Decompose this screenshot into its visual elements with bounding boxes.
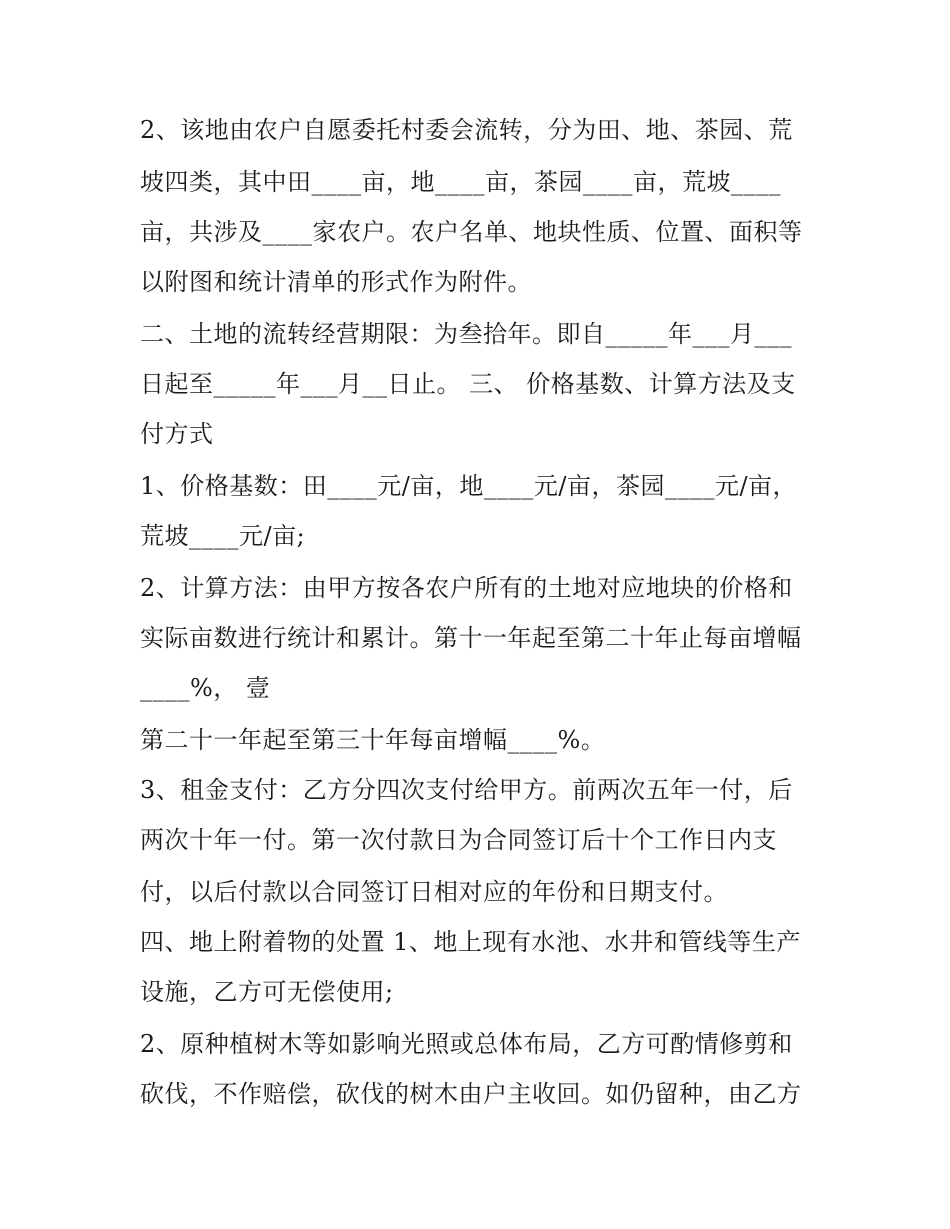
text-line: 第二十一年起至第三十年每亩增幅____%。 [140,726,606,754]
text-line: 砍伐，不作赔偿，砍伐的树木由户主收回。如仍留种，由乙方 [140,1080,802,1108]
text-line: 四、地上附着物的处置 1、地上现有水池、水井和管线等生产 [140,928,801,956]
text-line: 3、租金支付：乙方分四次支付给甲方。前两次五年一付，后 [140,776,793,804]
text-line: 以附图和统计清单的形式作为附件。 [140,268,532,296]
text-line: 付，以后付款以合同签订日相对应的年份和日期支付。 [140,878,728,906]
text-line: 付方式 [140,420,214,448]
text-line: 2、原种植树木等如影响光照或总体布局，乙方可酌情修剪和 [140,1030,793,1058]
text-line: 1、价格基数：田____元/亩，地____元/亩，茶园____元/亩， [140,472,798,500]
text-line: 设施，乙方可无偿使用; [140,978,394,1006]
text-line: 日起至_____年___月__日止。 三、 价格基数、计算方法及支 [140,370,796,398]
text-line: 实际亩数进行统计和累计。第十一年起至第二十年止每亩增幅 [140,624,802,652]
text-line: 二、土地的流转经营期限：为叁拾年。即自_____年___月___ [140,320,792,348]
text-line: 2、计算方法：由甲方按各农户所有的土地对应地块的价格和 [140,574,793,602]
text-line: 荒坡____元/亩; [140,522,306,550]
text-line: 两次十年一付。第一次付款日为合同签订后十个工作日内支 [140,826,777,854]
text-line: 2、该地由农户自愿委托村委会流转，分为田、地、茶园、荒 [140,116,793,144]
text-line: 亩，共涉及____家农户。农户名单、地块性质、位置、面积等 [140,218,803,246]
text-line: ____%， 壹 [140,674,271,702]
text-line: 坡四类，其中田____亩，地____亩，茶园____亩，荒坡____ [140,168,781,196]
